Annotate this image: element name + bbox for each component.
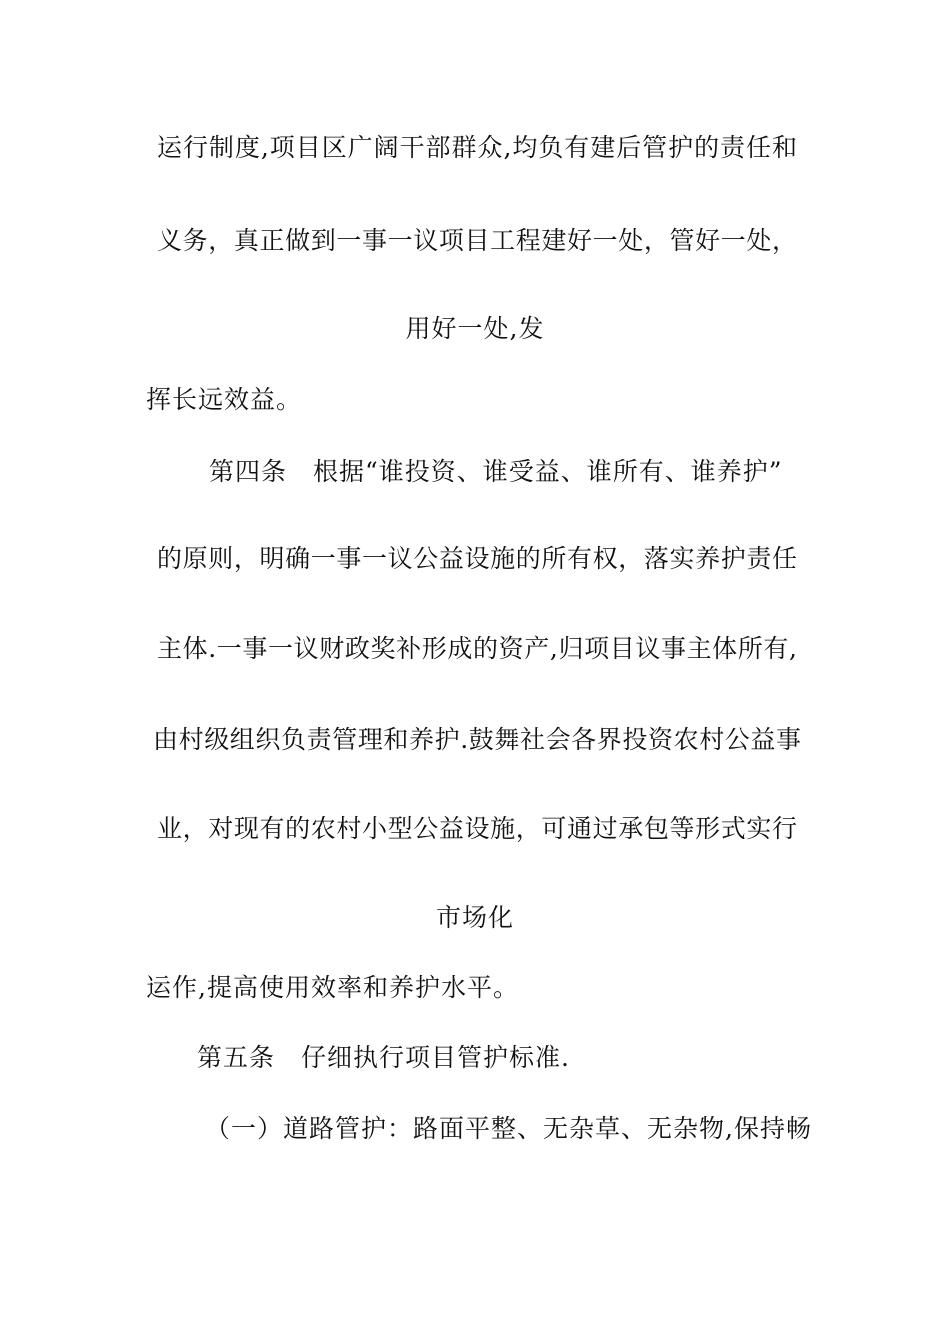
- road-maintenance-line: （一）道路管护：路面平整、无杂草、无杂物,保持畅: [205, 1114, 812, 1143]
- paragraph-line-10: 市场化: [435, 903, 514, 932]
- paragraph-line-1: 运行制度,项目区广阔干部群众,均负有建后管护的责任和: [157, 133, 797, 162]
- paragraph-line-9: 业，对现有的农村小型公益设施，可通过承包等形式实行: [157, 814, 797, 843]
- article-four-heading-line: 第四条 根据“谁投资、谁受益、谁所有、谁养护”: [209, 457, 783, 486]
- paragraph-line-11: 运作,提高使用效率和养护水平。: [146, 973, 519, 1002]
- paragraph-line-3: 用好一处,发: [405, 314, 545, 343]
- article-five-heading-line: 第五条 仔细执行项目管护标准.: [197, 1043, 570, 1072]
- paragraph-line-8: 由村级组织负责管理和养护.鼓舞社会各界投资农村公益事: [153, 725, 801, 754]
- paragraph-line-6: 的原则，明确一事一议公益设施的所有权，落实养护责任: [157, 544, 797, 573]
- paragraph-line-4: 挥长远效益。: [146, 385, 303, 414]
- paragraph-line-7: 主体.一事一议财政奖补形成的资产,归项目议事主体所有,: [157, 634, 797, 663]
- paragraph-line-2: 义务，真正做到一事一议项目工程建好一处，管好一处，: [157, 226, 797, 255]
